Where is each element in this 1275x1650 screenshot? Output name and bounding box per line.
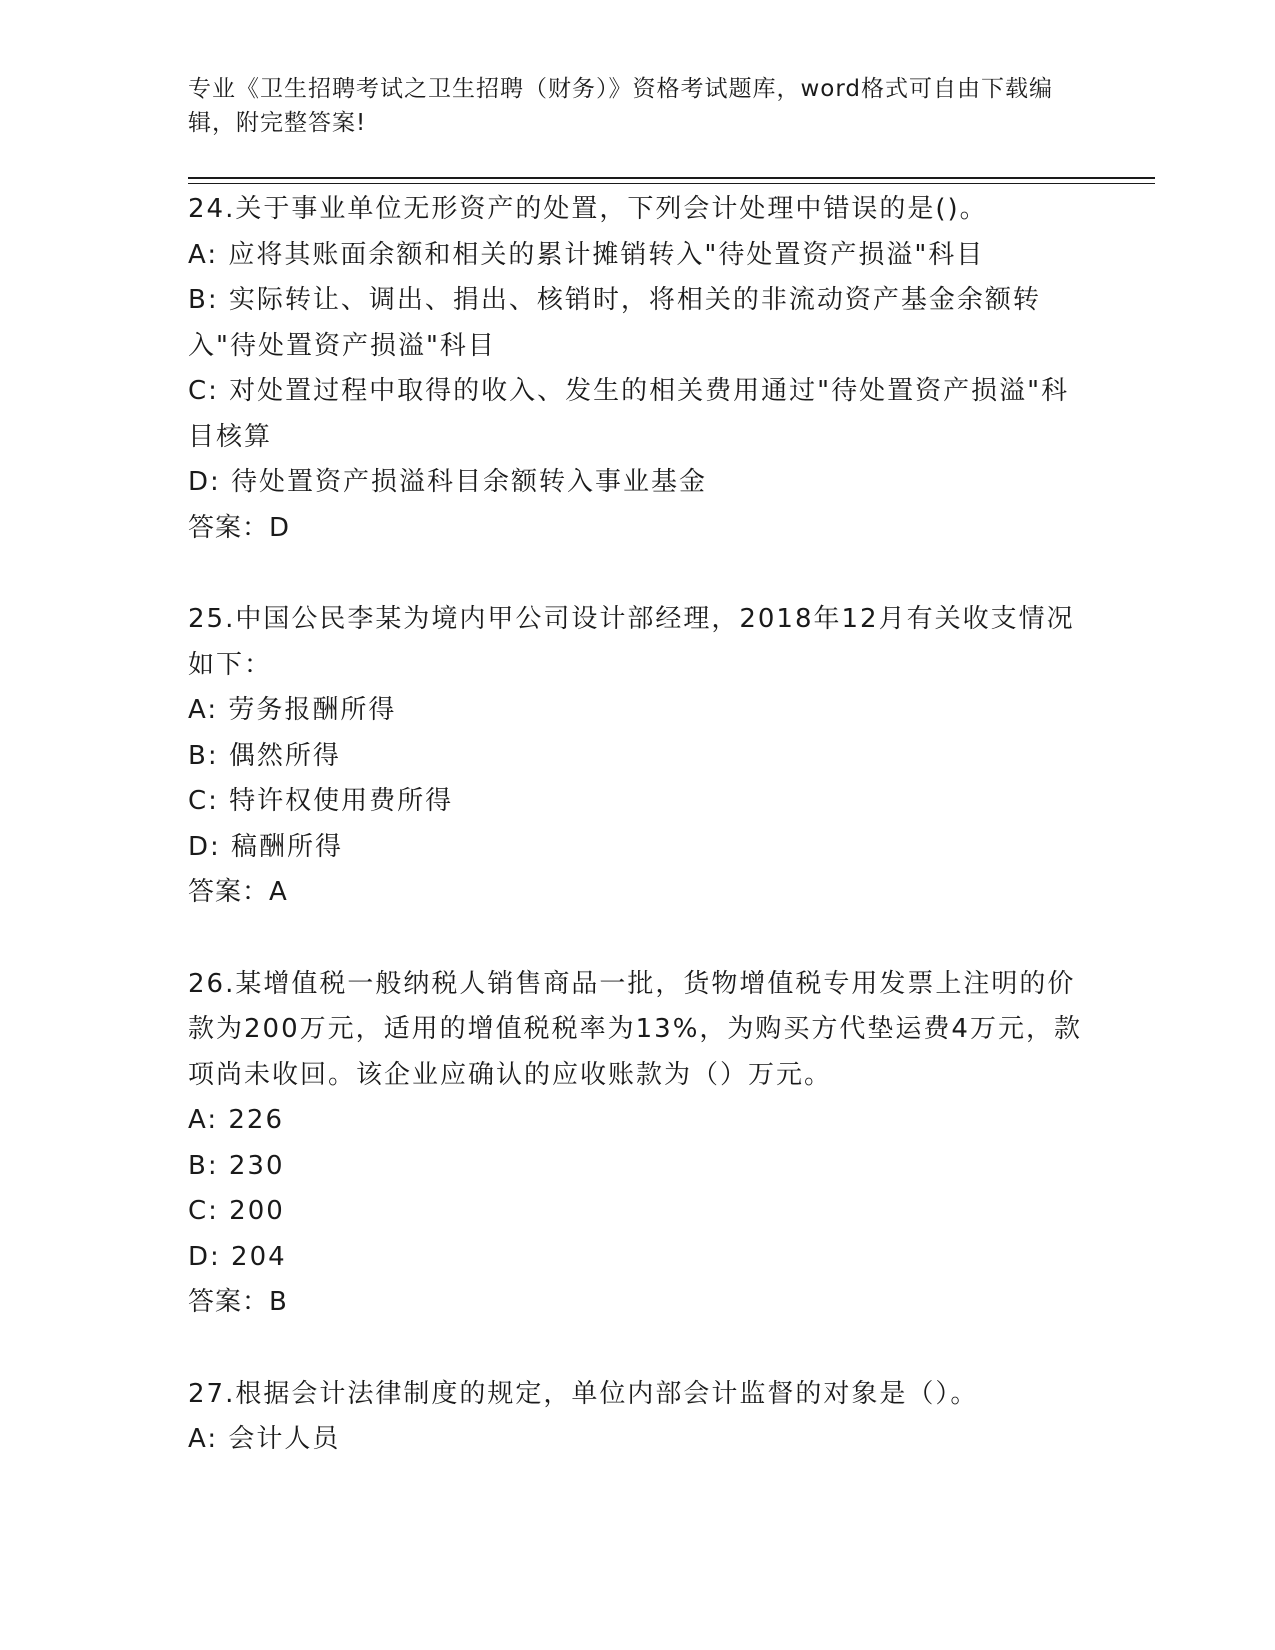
option-b: B: 实际转让、调出、捐出、核销时，将相关的非流动资产基金余额转入"待处置资产损溢"科目 (188, 285, 1041, 361)
question-list (188, 187, 1088, 1509)
option-d: D: 稿酬所得 (188, 831, 344, 862)
question-25 (188, 597, 1088, 916)
option-c: C: 特许权使用费所得 (188, 786, 454, 816)
option-c: C: 对处置过程中取得的收入、发生的相关费用通过"待处置资产损溢"科目核算 (188, 376, 1070, 452)
question-stem: 24.关于事业单位无形资产的处置，下列会计处理中错误的是()。 (188, 194, 988, 224)
question-stem: 26.某增值税一般纳税人销售商品一批，货物增值税专用发票上注明的价款为200万元，适用的增值税税率为13%，为购买方代垫运费4万元，款项尚未收回。该企业应确认的应收账款为（）万元。 (188, 968, 1082, 1090)
option-a: A: 劳务报酬所得 (188, 695, 397, 725)
question-stem: 25.中国公民李某为境内甲公司设计部经理，2018年12月有关收支情况如下： (188, 604, 1075, 680)
answer-line: 答案：A (188, 877, 288, 907)
header-divider-thick (188, 177, 1155, 179)
option-c: C: 200 (188, 1196, 285, 1226)
option-d: D: 待处置资产损溢科目余额转入事业基金 (188, 467, 708, 497)
option-b: B: 偶然所得 (188, 740, 341, 771)
option-a: A: 226 (188, 1105, 284, 1135)
option-a: A: 会计人员 (188, 1424, 341, 1454)
question-26 (188, 962, 1088, 1326)
answer-line: 答案：D (188, 512, 291, 543)
header-text: 专业《卫生招聘考试之卫生招聘（财务）》资格考试题库，word格式可自由下载编辑，附完整答案! (188, 76, 1054, 136)
answer-line: 答案：B (188, 1287, 288, 1317)
option-b: B: 230 (188, 1150, 285, 1181)
option-d: D: 204 (188, 1241, 287, 1272)
document-header (188, 72, 1088, 140)
question-27 (188, 1372, 1088, 1463)
header-divider-thin (188, 183, 1155, 184)
option-a: A: 应将其账面余额和相关的累计摊销转入"待处置资产损溢"科目 (188, 239, 985, 270)
question-24 (188, 187, 1088, 551)
question-stem: 27.根据会计法律制度的规定，单位内部会计监督的对象是（）。 (188, 1378, 979, 1409)
